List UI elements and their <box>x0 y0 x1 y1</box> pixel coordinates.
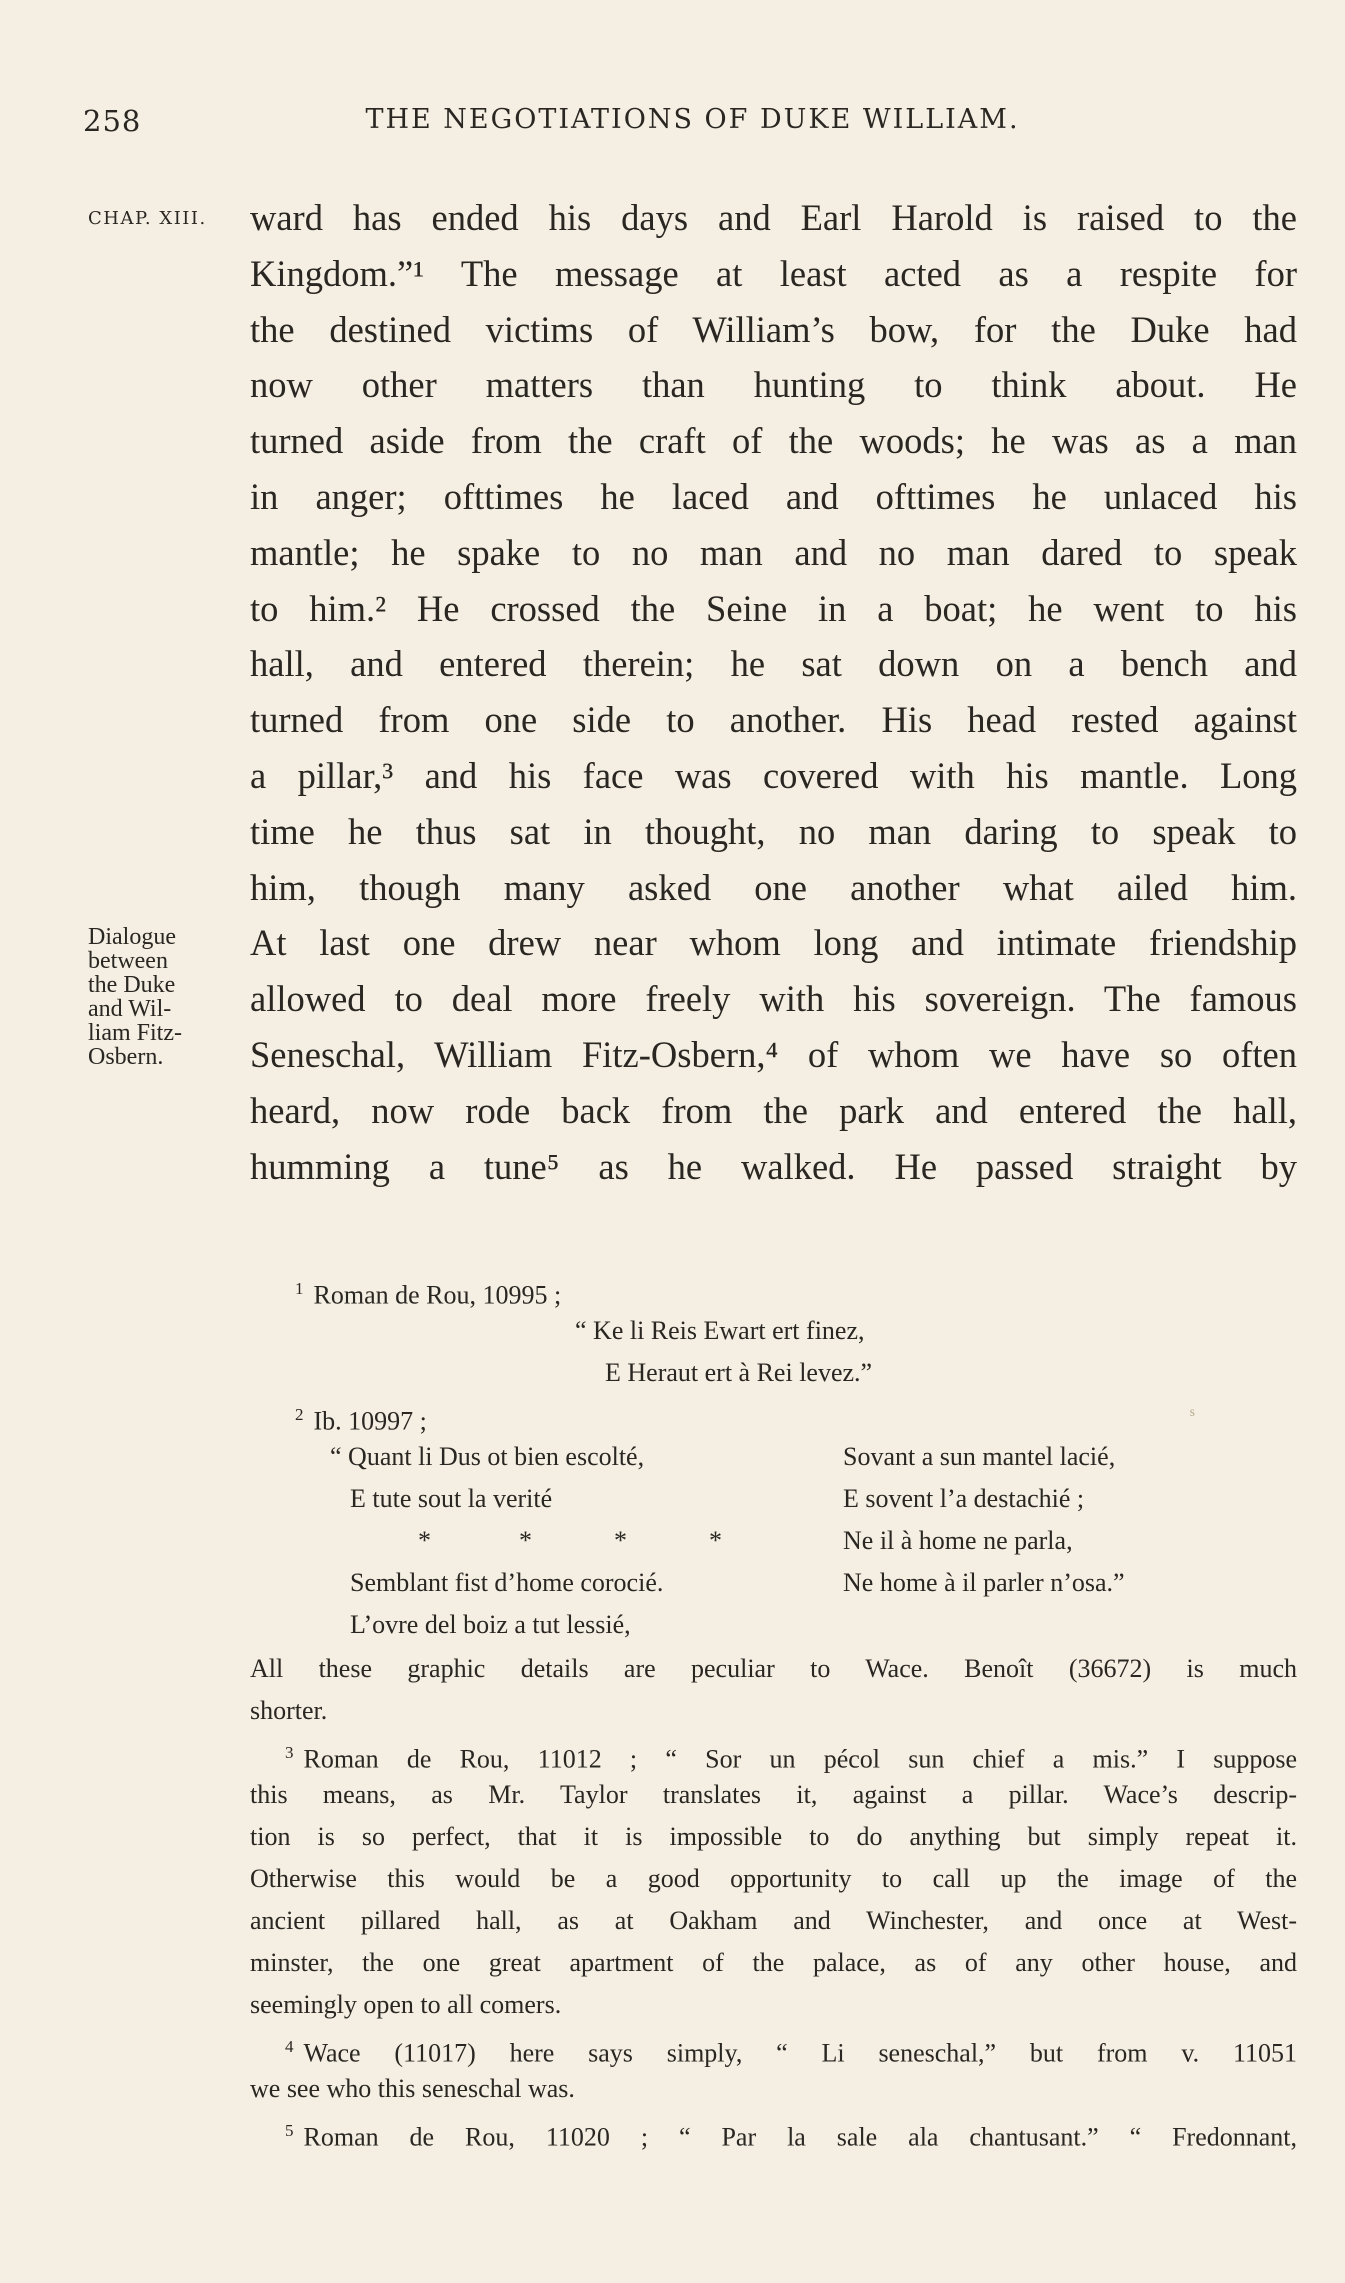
asterisk: * <box>418 1526 431 1555</box>
footnote-number: 3 <box>285 1743 294 1762</box>
text-line: hall, and entered therein; he sat down on a bench and <box>250 643 1297 685</box>
margin-note-line: between <box>88 948 168 974</box>
footnote-1 <box>250 1268 1297 1310</box>
asterisk: * <box>614 1526 627 1555</box>
margin-note-line: the Duke <box>88 972 176 998</box>
footnote-text-line: Roman de Rou, 11012 ; “ Sor un pécol sun chief a mis.” I suppose <box>303 1744 1297 1774</box>
text-line: turned from one side to another. His head rested against <box>250 699 1297 741</box>
text-line: to him.² He crossed the Seine in a boat; he went to his <box>250 587 1297 629</box>
footnote-text-line: ancient pillared hall, as at Oakham and Winchester, and once at West- <box>250 1906 1297 1935</box>
verse-line: E sovent l’a destachié ; <box>843 1484 1085 1513</box>
text-line: mantle; he spake to no man and no man dared to speak <box>250 531 1297 573</box>
footnote-ref: Roman de Rou, 10995 ; <box>313 1280 562 1310</box>
text-line: At last one drew near whom long and intimate friendship <box>250 922 1297 964</box>
verse-line: E Heraut ert à Rei levez.” <box>605 1358 873 1387</box>
verse-line: Semblant fist d’home corocié. <box>350 1568 664 1597</box>
verse-column-left <box>330 1436 763 1646</box>
asterisk: * <box>519 1526 532 1555</box>
verse-line: L’ovre del boiz a tut lessié, <box>350 1610 631 1639</box>
chapter-label: CHAP. XIII. <box>88 208 207 229</box>
asterisk: * <box>709 1526 722 1555</box>
text-line: humming a tune⁵ as he walked. He passed straight by <box>250 1145 1297 1187</box>
footnote-5 <box>250 2110 1297 2152</box>
text-line: in anger; ofttimes he laced and ofttimes he unlaced his <box>250 475 1297 517</box>
footnote-text-line: Otherwise this would be a good opportunity to call up the image of the <box>250 1864 1297 1893</box>
text-line: Seneschal, William Fitz-Osbern,⁴ of whom we have so often <box>250 1033 1297 1075</box>
main-text <box>250 190 1297 1194</box>
text-line: allowed to deal more freely with his sovereign. The famous <box>250 978 1297 1020</box>
verse-line: E tute sout la verité <box>350 1484 553 1513</box>
text-line: time he thus sat in thought, no man daring to speak to <box>250 810 1297 852</box>
asterisk-row <box>350 1520 763 1562</box>
footnote-text-line: shorter. <box>250 1696 328 1725</box>
footnote-text-line: tion is so perfect, that it is impossible to do anything but simply repeat it. <box>250 1822 1297 1851</box>
verse-columns <box>250 1436 1297 1648</box>
footnote-2 <box>250 1394 1297 1436</box>
footnote-4 <box>250 2026 1297 2068</box>
verse-line: Ne home à il parler n’osa.” <box>843 1568 1125 1597</box>
footnote-number: 4 <box>285 2037 294 2056</box>
text-line: ward has ended his days and Earl Harold is raised to the <box>250 197 1297 238</box>
footnote-number: 2 <box>295 1405 304 1424</box>
verse-line: Ne il à home ne parla, <box>843 1526 1073 1555</box>
footnotes <box>250 1268 1297 2152</box>
printer-mark: ˢ <box>1190 1402 1195 1427</box>
footnote-text-line: we see who this seneschal was. <box>250 2074 575 2103</box>
text-line: the destined victims of William’s bow, for the Duke had <box>250 308 1297 350</box>
text-line: a pillar,³ and his face was covered with his mantle. Long <box>250 754 1297 796</box>
footnote-ref: Ib. 10997 ; <box>313 1406 427 1436</box>
margin-note <box>88 925 228 1069</box>
running-title: THE NEGOTIATIONS OF DUKE WILLIAM. <box>365 104 1020 135</box>
footnote-text-line: Wace (11017) here says simply, “ Li seneschal,” but from v. 11051 <box>303 2038 1297 2068</box>
page-number: 258 <box>83 104 142 138</box>
margin-note-line: liam Fitz- <box>88 1020 182 1046</box>
footnote-3 <box>250 1732 1297 1774</box>
margin-note-line: and Wil- <box>88 996 172 1022</box>
text-line: heard, now rode back from the park and entered the hall, <box>250 1089 1297 1131</box>
text-line: Kingdom.”¹ The message at least acted as a respite for <box>250 252 1297 294</box>
text-line: now other matters than hunting to think about. He <box>250 364 1297 406</box>
verse-line: “ Ke li Reis Ewart ert finez, <box>575 1316 865 1345</box>
footnote-text-line: minster, the one great apartment of the palace, as of any other house, and <box>250 1948 1297 1977</box>
footnote-text-line: this means, as Mr. Taylor translates it, against a pillar. Wace’s descrip- <box>250 1780 1297 1809</box>
page-header <box>83 104 1262 144</box>
text-line: him, though many asked one another what ailed him. <box>250 866 1297 908</box>
verse-line: “ Quant li Dus ot bien escolté, <box>330 1442 645 1471</box>
footnote-text-line: seemingly open to all comers. <box>250 1990 562 2019</box>
verse-column-right <box>843 1436 1125 1604</box>
text-line: turned aside from the craft of the woods; he was as a man <box>250 420 1297 462</box>
verse-line: Sovant a sun mantel lacié, <box>843 1442 1116 1471</box>
footnote-text-line: Roman de Rou, 11020 ; “ Par la sale ala chantusant.” “ Fredonnant, <box>303 2122 1297 2152</box>
footnote-number: 5 <box>285 2121 294 2140</box>
footnote-text-line: All these graphic details are peculiar to Wace. Benoît (36672) is much <box>250 1654 1297 1683</box>
footnote-number: 1 <box>295 1279 304 1298</box>
margin-note-line: Dialogue <box>88 924 176 950</box>
margin-note-line: Osbern. <box>88 1044 164 1070</box>
